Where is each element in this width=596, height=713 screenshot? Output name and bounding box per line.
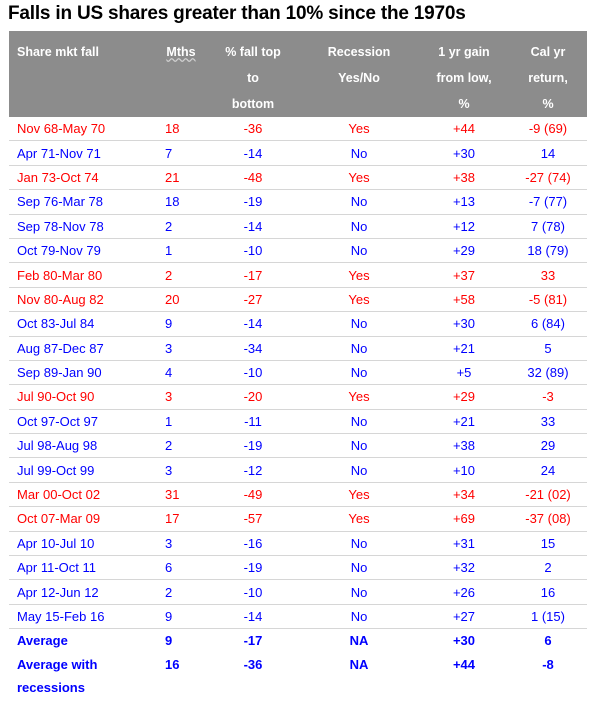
period-cell: Oct 79-Nov 79: [9, 238, 155, 262]
period-cell: Nov 68-May 70: [9, 117, 155, 141]
header-text: 1 yr gain: [438, 45, 490, 59]
months-cell: 17: [155, 507, 207, 531]
recession-cell: Yes: [299, 165, 419, 189]
fall-cell: -49: [207, 482, 299, 506]
table-body: [9, 117, 587, 699]
fall-cell: -27: [207, 287, 299, 311]
fall-cell: -17: [207, 263, 299, 287]
period-cell: Sep 78-Nov 78: [9, 214, 155, 238]
fall-cell: -14: [207, 604, 299, 628]
header-mths: [155, 31, 207, 117]
gain-cell: +30: [419, 141, 509, 165]
gain-cell: +13: [419, 190, 509, 214]
summary-label-line: Average with: [17, 656, 98, 672]
months-cell: 16: [165, 656, 180, 672]
recession-cell: NA: [349, 633, 369, 649]
table-row: [9, 214, 587, 238]
table-row: [9, 287, 587, 311]
table-row: [9, 360, 587, 384]
period-cell: Apr 71-Nov 71: [9, 141, 155, 165]
header-text: %: [458, 97, 470, 111]
gain-cell: +27: [419, 604, 509, 628]
months-cell: 18: [155, 117, 207, 141]
table-row: [9, 165, 587, 189]
header-cal-yr-return: [509, 31, 587, 117]
header-text: %: [542, 97, 554, 111]
recession-cell: No: [299, 604, 419, 628]
months-cell: 1: [155, 238, 207, 262]
recession-cell: Yes: [299, 263, 419, 287]
gain-cell: +38: [419, 165, 509, 189]
recession-cell: No: [299, 336, 419, 360]
recession-cell: No: [299, 434, 419, 458]
calendar-return-cell: 33: [509, 409, 587, 433]
header-text: return,: [528, 71, 568, 85]
gain-cell: +31: [419, 531, 509, 555]
recession-cell: No: [299, 141, 419, 165]
months-cell: 3: [155, 385, 207, 409]
recession-cell: Yes: [299, 507, 419, 531]
gain-cell: +29: [419, 385, 509, 409]
table-row: [9, 141, 587, 165]
fall-cell: -11: [207, 409, 299, 433]
fall-cell: -19: [207, 434, 299, 458]
calendar-return-cell: 6: [544, 633, 552, 649]
gain-cell: +10: [419, 458, 509, 482]
calendar-return-cell: 15: [509, 531, 587, 555]
gain-cell: +29: [419, 238, 509, 262]
calendar-return-cell: 33: [509, 263, 587, 287]
period-cell: Oct 83-Jul 84: [9, 312, 155, 336]
gain-cell: +44: [419, 117, 509, 141]
period-cell: Sep 89-Jan 90: [9, 360, 155, 384]
calendar-return-cell: -5 (81): [509, 287, 587, 311]
gain-cell: +30: [452, 633, 476, 649]
summary-row: [9, 653, 587, 699]
summary-label-line: recessions: [17, 679, 85, 695]
recession-cell: NA: [349, 656, 369, 672]
gain-cell: +21: [419, 336, 509, 360]
gain-cell: +26: [419, 580, 509, 604]
fall-cell: -10: [207, 360, 299, 384]
header-row: [9, 31, 587, 117]
fall-cell: -57: [207, 507, 299, 531]
calendar-return-cell: 1 (15): [509, 604, 587, 628]
recession-cell: No: [299, 360, 419, 384]
header-text: Mths: [166, 45, 196, 59]
calendar-return-cell: -37 (08): [509, 507, 587, 531]
table-row: [9, 580, 587, 604]
fall-cell: -34: [207, 336, 299, 360]
gain-cell: +69: [419, 507, 509, 531]
gain-cell: +58: [419, 287, 509, 311]
months-cell: 1: [155, 409, 207, 433]
header-text: bottom: [231, 97, 275, 111]
table-row: [9, 409, 587, 433]
months-cell: 4: [155, 360, 207, 384]
table-row: [9, 263, 587, 287]
header-share-mkt-fall: [9, 31, 155, 117]
recession-cell: No: [299, 312, 419, 336]
share-falls-table: [9, 31, 587, 699]
summary-label-cell: [9, 653, 155, 699]
months-cell: 9: [165, 633, 173, 649]
recession-cell: No: [299, 458, 419, 482]
months-cell: 2: [155, 263, 207, 287]
calendar-return-cell: 14: [509, 141, 587, 165]
header-text: % fall top: [225, 45, 281, 59]
table-row: [9, 117, 587, 141]
fall-cell: -14: [207, 214, 299, 238]
fall-cell: -36: [207, 117, 299, 141]
gain-cell: +12: [419, 214, 509, 238]
table-row: [9, 531, 587, 555]
header-text: Yes/No: [338, 71, 380, 85]
header-recession: [299, 31, 419, 117]
table-row: [9, 434, 587, 458]
period-cell: Oct 97-Oct 97: [9, 409, 155, 433]
fall-cell: -12: [207, 458, 299, 482]
calendar-return-cell: 16: [509, 580, 587, 604]
gain-cell: +38: [419, 434, 509, 458]
recession-cell: No: [299, 531, 419, 555]
months-cell: 18: [155, 190, 207, 214]
months-cell: 31: [155, 482, 207, 506]
fall-cell: -17: [243, 633, 263, 649]
months-cell: 3: [155, 531, 207, 555]
table-row: [9, 458, 587, 482]
period-cell: Jul 98-Aug 98: [9, 434, 155, 458]
gain-cell: +21: [419, 409, 509, 433]
gain-cell: +30: [419, 312, 509, 336]
months-cell: 6: [155, 556, 207, 580]
months-cell: 2: [155, 214, 207, 238]
recession-cell: Yes: [299, 482, 419, 506]
period-cell: Apr 12-Jun 12: [9, 580, 155, 604]
table-row: [9, 190, 587, 214]
period-cell: Apr 10-Jul 10: [9, 531, 155, 555]
recession-cell: Yes: [299, 287, 419, 311]
header-text: Cal yr: [530, 45, 566, 59]
period-cell: Sep 76-Mar 78: [9, 190, 155, 214]
table-row: [9, 238, 587, 262]
recession-cell: No: [299, 580, 419, 604]
gain-cell: +5: [419, 360, 509, 384]
recession-cell: Yes: [299, 385, 419, 409]
recession-cell: No: [299, 409, 419, 433]
period-cell: Jul 99-Oct 99: [9, 458, 155, 482]
table-row: [9, 556, 587, 580]
fall-cell: -48: [207, 165, 299, 189]
fall-cell: -14: [207, 141, 299, 165]
fall-cell: -36: [243, 656, 263, 672]
months-cell: 3: [155, 458, 207, 482]
header-text: Share mkt fall: [17, 45, 99, 59]
months-cell: 9: [155, 604, 207, 628]
header-text: from low,: [436, 71, 492, 85]
period-cell: Mar 00-Oct 02: [9, 482, 155, 506]
table-row: [9, 385, 587, 409]
calendar-return-cell: 7 (78): [509, 214, 587, 238]
calendar-return-cell: 24: [509, 458, 587, 482]
header-text: Recession: [327, 45, 391, 59]
calendar-return-cell: 5: [509, 336, 587, 360]
fall-cell: -10: [207, 238, 299, 262]
months-cell: 21: [155, 165, 207, 189]
period-cell: May 15-Feb 16: [9, 604, 155, 628]
table-title: Falls in US shares greater than 10% since the 1970s: [8, 3, 466, 24]
period-cell: Aug 87-Dec 87: [9, 336, 155, 360]
table-row: [9, 336, 587, 360]
recession-cell: No: [299, 556, 419, 580]
header-one-yr-gain: [419, 31, 509, 117]
months-cell: 7: [155, 141, 207, 165]
fall-cell: -10: [207, 580, 299, 604]
table-row: [9, 507, 587, 531]
calendar-return-cell: -3: [509, 385, 587, 409]
months-cell: 2: [155, 434, 207, 458]
months-cell: 9: [155, 312, 207, 336]
header-fall-top-to-bottom: [207, 31, 299, 117]
calendar-return-cell: -8: [542, 656, 554, 672]
gain-cell: +32: [419, 556, 509, 580]
months-cell: 3: [155, 336, 207, 360]
months-cell: 20: [155, 287, 207, 311]
gain-cell: +34: [419, 482, 509, 506]
summary-label-cell: Average: [17, 633, 68, 649]
header-text: to: [247, 71, 259, 85]
period-cell: Jul 90-Oct 90: [9, 385, 155, 409]
table-row: [9, 604, 587, 628]
table-row: [9, 482, 587, 506]
calendar-return-cell: -27 (74): [509, 165, 587, 189]
recession-cell: No: [299, 214, 419, 238]
calendar-return-cell: 2: [509, 556, 587, 580]
calendar-return-cell: 32 (89): [509, 360, 587, 384]
gain-cell: +37: [419, 263, 509, 287]
recession-cell: Yes: [299, 117, 419, 141]
gain-cell: +44: [452, 656, 476, 672]
table-row: [9, 312, 587, 336]
fall-cell: -14: [207, 312, 299, 336]
period-cell: Jan 73-Oct 74: [9, 165, 155, 189]
calendar-return-cell: 18 (79): [509, 238, 587, 262]
recession-cell: No: [299, 238, 419, 262]
period-cell: Feb 80-Mar 80: [9, 263, 155, 287]
fall-cell: -20: [207, 385, 299, 409]
calendar-return-cell: -7 (77): [509, 190, 587, 214]
fall-cell: -19: [207, 190, 299, 214]
months-cell: 2: [155, 580, 207, 604]
calendar-return-cell: 29: [509, 434, 587, 458]
calendar-return-cell: 6 (84): [509, 312, 587, 336]
recession-cell: No: [299, 190, 419, 214]
summary-row: [9, 629, 587, 653]
calendar-return-cell: -21 (02): [509, 482, 587, 506]
fall-cell: -16: [207, 531, 299, 555]
period-cell: Apr 11-Oct 11: [9, 556, 155, 580]
calendar-return-cell: -9 (69): [509, 117, 587, 141]
period-cell: Oct 07-Mar 09: [9, 507, 155, 531]
fall-cell: -19: [207, 556, 299, 580]
period-cell: Nov 80-Aug 82: [9, 287, 155, 311]
